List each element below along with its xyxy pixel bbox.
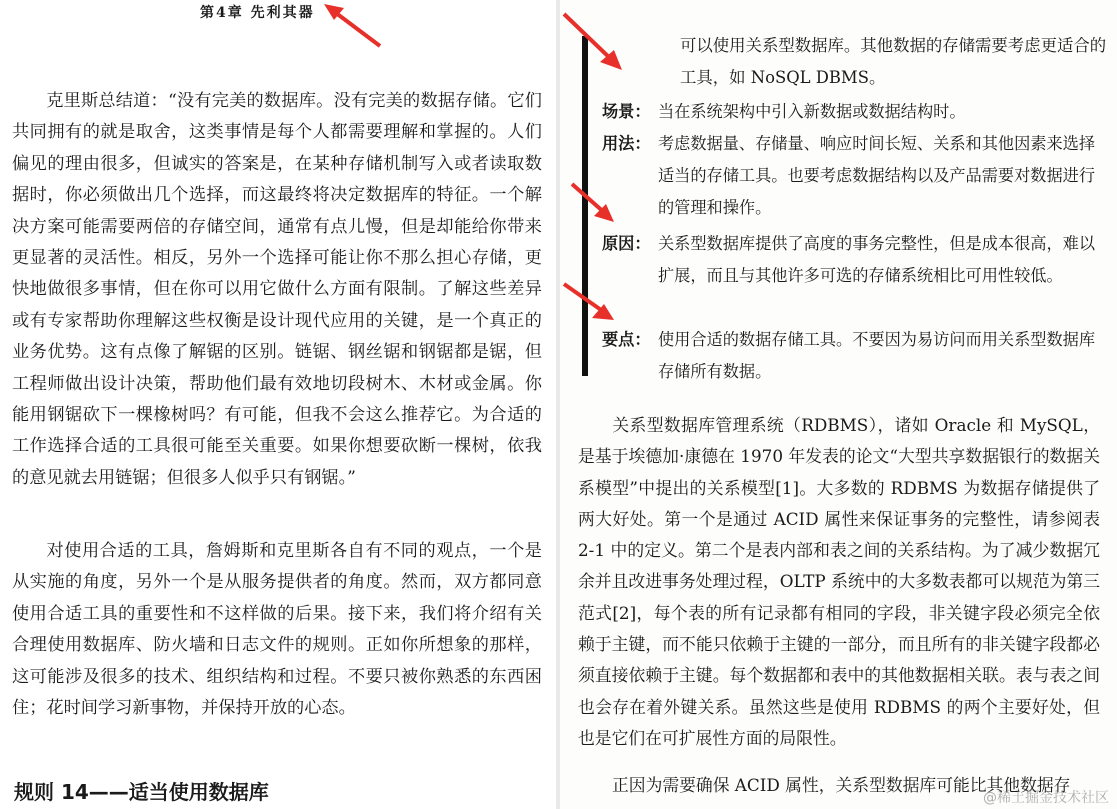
entry-label: 场景： [602, 102, 651, 121]
entry-label: 要点： [602, 330, 651, 349]
box-entry-scenario [602, 96, 1102, 128]
box-entry-usage [602, 128, 1102, 224]
box-intro-text: 可以使用关系型数据库。其他数据的存储需要考虑更适合的工具，如 NoSQL DBMS。 [680, 36, 1107, 87]
watermark: @稀土掘金技术社区 [983, 790, 1109, 806]
entry-text: 当在系统架构中引入新数据或数据结构时。 [658, 102, 966, 121]
box-entry-reason [602, 228, 1102, 292]
chapter-header: 第4章 先利其器 [200, 5, 315, 21]
entry-text: 考虑数据量、存储量、响应时间长短、关系和其他因素来选择适当的存储工具。也要考虑数据结构以及产品需要对数据进行的管理和操作。 [658, 134, 1096, 217]
body-paragraph: 对使用合适的工具，詹姆斯和克里斯各自有不同的观点，一个是从实施的角度，另外一个是从服务提供者的角度。然而，双方都同意使用合适工具的重要性和不这样做的后果。接下来，我们将介绍有关合理使用数据库、防火墙和日志文件的规则。正如你所想象的那样，这可能涉及很多的技术、组织结构和过程。不要只被你熟悉的东西困住；花时间学习新事物，并保持开放的心态。 [12, 541, 542, 719]
body-paragraph: 克里斯总结道：“没有完美的数据库。没有完美的数据存储。它们共同拥有的就是取舍，这类事情是每个人都需要理解和掌握的。人们偏见的理由很多，但诚实的答案是，在某种存储机制写入或者读取数据时，你必须做出几个选择，而这最终将决定数据库的特征。一个解决方案可能需要两倍的存储空间，通常有点儿慢，但是却能给你带来更显著的灵活性。相反，另外一个选择可能让你不那么担心存储，更快地做很多事情，但在你可以用它做什么方面有限制。了解这些差异或有专家帮助你理解这些权衡是设计现代应用的关键，是一个真正的业务优势。这有点像了解锯的区别。链锯、钢丝锯和钢锯都是锯，但工程师做出设计决策，帮助他们最有效地切段树木、木材或金属。你能用钢锯砍下一棵橡树吗？有可能，但我不会这么推荐它。为合适的工作选择合适的工具很可能至关重要。如果你想要砍断一棵树，依我的意见就去用链锯；但很多人似乎只有钢锯。” [12, 91, 542, 488]
entry-text: 关系型数据库提供了高度的事务完整性，但是成本很高，难以扩展，而且与其他许多可选的存储系统相比可用性较低。 [658, 234, 1096, 285]
rule-heading: 规则 14——适当使用数据库 [14, 780, 269, 804]
left-book-page [0, 0, 556, 809]
body-paragraph: 关系型数据库管理系统（RDBMS），诸如 Oracle 和 MySQL，是基于埃德加·康德在 1970 年发表的论文“大型共享数据银行的数据关系模型”中提出的关系模型[1]。大多数的 RDBMS 为数据存储提供了两大好处。第一个是通过 ACID 属性来保证事务的完整性，请参阅表 2-1 中的定义。第二个是表内部和表之间的关系结构。为了减少数据冗余并且改进事务处理过程，OLTP 系统中的大多数表都可以规范为第三范式[2]，每个表的所有记录都有相同的字段，非关键字段必须完全依赖于主键，而不能只依赖于主键的一部分，而且所有的非关键字段都必须直接依赖于主键。每个数据都和表中的其他数据相关联。表与表之间也会存在着外键关系。虽然这些是使用 RDBMS 的两个主要好处，但也是它们在可扩展性方面的局限性。 [578, 415, 1100, 748]
box-entry-keypoint [602, 324, 1102, 388]
body-paragraph: 正因为需要确保 ACID 属性，关系型数据库可能比其他数据存 [612, 775, 1071, 795]
entry-text: 使用合适的数据存储工具。不要因为易访问而用关系型数据库存储所有数据。 [658, 330, 1096, 381]
entry-label: 用法： [602, 134, 651, 153]
entry-label: 原因： [602, 234, 651, 253]
right-book-page [560, 0, 1117, 809]
rule-summary-box [580, 28, 1110, 381]
red-arrow-icon [318, 0, 388, 54]
